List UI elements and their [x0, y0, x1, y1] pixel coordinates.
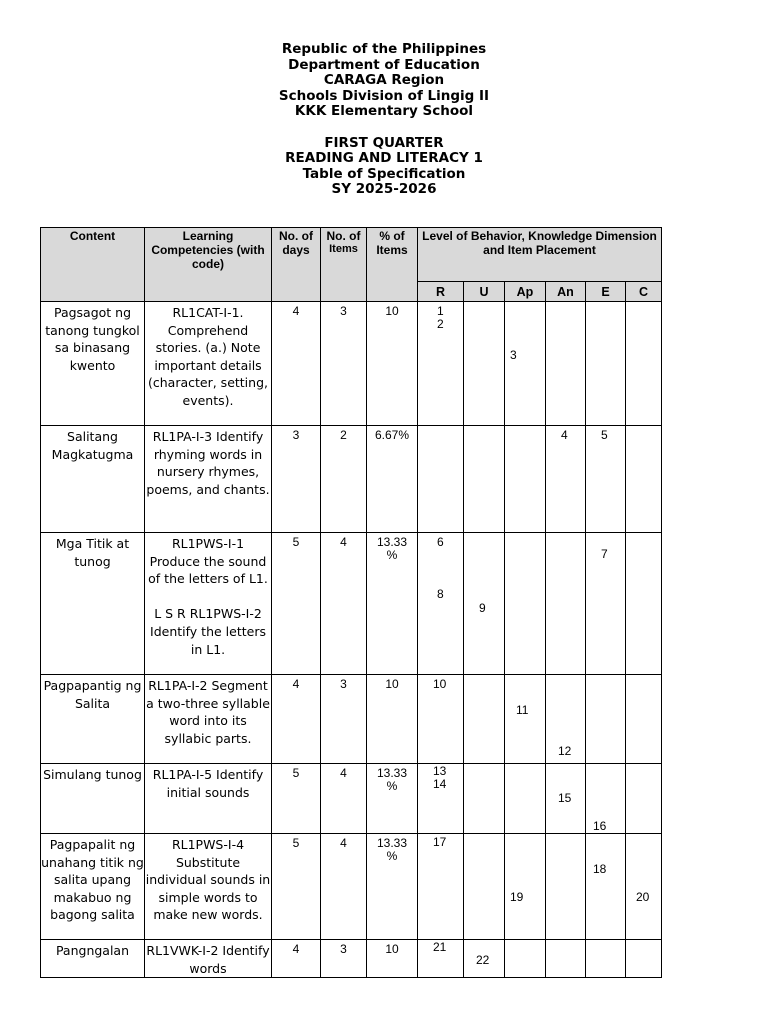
- cell-days: 3: [272, 426, 321, 533]
- cell-level-e: [586, 834, 626, 940]
- cell-level-ap: [505, 834, 546, 940]
- level-header-an: An: [546, 282, 586, 302]
- item-number: 18: [593, 862, 607, 876]
- item-number: 9: [479, 601, 486, 615]
- cell-level-c: [626, 426, 662, 533]
- item-number: 5: [601, 428, 608, 442]
- header-subject: READING AND LITERACY 1: [285, 150, 483, 167]
- header-spacer: [0, 120, 768, 136]
- cell-level-ap: [505, 426, 546, 533]
- cell-level-u: [464, 940, 505, 978]
- cell-level-ap: [505, 533, 546, 675]
- cell-level-an: [546, 675, 586, 764]
- col-header-items-no: No. of: [326, 229, 361, 243]
- cell-days: 4: [272, 302, 321, 426]
- cell-percent: 10: [367, 302, 418, 426]
- header-quarter: FIRST QUARTER: [324, 134, 444, 151]
- cell-percent: 13.33 %: [367, 533, 418, 675]
- cell-items: 4: [321, 834, 367, 940]
- cell-level-e: [586, 675, 626, 764]
- cell-level-c: [626, 834, 662, 940]
- item-number: 16: [593, 819, 607, 833]
- cell-level-u: [464, 834, 505, 940]
- cell-competency: RL1PWS-I-1 Produce the sound of the letters of L1. L S R RL1PWS-I-2 Identify the letters in L1.: [145, 533, 272, 675]
- item-number: 7: [601, 547, 608, 561]
- cell-level-an: [546, 834, 586, 940]
- cell-days: 5: [272, 834, 321, 940]
- cell-items: 3: [321, 302, 367, 426]
- cell-level-r: [418, 675, 464, 764]
- cell-items: 3: [321, 675, 367, 764]
- item-number: 6: [437, 535, 444, 549]
- cell-level-r: [418, 940, 464, 978]
- cell-level-u: [464, 764, 505, 834]
- col-header-items: [321, 228, 367, 302]
- cell-level-an: [546, 533, 586, 675]
- header-doc-title: Table of Specification: [302, 165, 466, 182]
- cell-content: Pagsagot ng tanong tungkol sa binasang kwento: [41, 302, 145, 426]
- table-row: [41, 940, 662, 978]
- cell-level-ap: [505, 302, 546, 426]
- header-republic: Republic of the Philippines: [281, 41, 487, 57]
- item-number: 11: [516, 703, 529, 717]
- item-number: 4: [561, 428, 568, 442]
- cell-level-u: [464, 533, 505, 675]
- item-number: 8: [437, 587, 444, 601]
- cell-days: 4: [272, 940, 321, 978]
- cell-level-r: [418, 533, 464, 675]
- item-number: 12: [558, 744, 572, 758]
- table-row: [41, 426, 662, 533]
- item-number: 1 2: [437, 304, 444, 331]
- cell-level-u: [464, 302, 505, 426]
- level-header-ap: Ap: [505, 282, 546, 302]
- cell-items: 3: [321, 940, 367, 978]
- item-number: 15: [558, 791, 572, 805]
- cell-items: 4: [321, 764, 367, 834]
- cell-level-an: [546, 302, 586, 426]
- table-row: [41, 302, 662, 426]
- item-number: 22: [476, 953, 490, 967]
- item-number: 3: [510, 348, 517, 362]
- col-header-percent: % of Items: [367, 228, 418, 302]
- cell-percent: 10: [367, 940, 418, 978]
- cell-competency: RL1PA-I-3 Identify rhyming words in nursery rhymes, poems, and chants.: [145, 426, 272, 533]
- cell-percent: 13.33 %: [367, 764, 418, 834]
- cell-level-e: [586, 426, 626, 533]
- cell-level-r: [418, 426, 464, 533]
- cell-content: Mga Titik at tunog: [41, 533, 145, 675]
- cell-items: 2: [321, 426, 367, 533]
- cell-competency: RL1VWK-I-2 Identify words: [145, 940, 272, 978]
- cell-percent: 10: [367, 675, 418, 764]
- cell-level-e: [586, 940, 626, 978]
- cell-content: Simulang tunog: [41, 764, 145, 834]
- cell-competency: RL1PA-I-2 Segment a two-three syllable word into its syllabic parts.: [145, 675, 272, 764]
- table-row: [41, 764, 662, 834]
- cell-level-c: [626, 302, 662, 426]
- cell-level-u: [464, 426, 505, 533]
- item-number: 10: [433, 677, 447, 691]
- header-division: Schools Division of Lingig II: [278, 87, 490, 104]
- cell-level-e: [586, 533, 626, 675]
- cell-competency: RL1PWS-I-4 Substitute individual sounds in simple words to make new words.: [145, 834, 272, 940]
- cell-level-c: [626, 533, 662, 675]
- table-row: [41, 675, 662, 764]
- cell-level-c: [626, 764, 662, 834]
- cell-content: Pangngalan: [41, 940, 145, 978]
- cell-level-ap: [505, 675, 546, 764]
- item-number: 17: [433, 835, 447, 849]
- col-header-competencies: Learning Competencies (with code): [145, 228, 272, 302]
- document-header: [0, 42, 768, 198]
- cell-percent: 13.33 %: [367, 834, 418, 940]
- cell-competency: RL1PA-I-5 Identify initial sounds: [145, 764, 272, 834]
- cell-level-ap: [505, 940, 546, 978]
- cell-level-e: [586, 764, 626, 834]
- cell-level-c: [626, 675, 662, 764]
- cell-competency: RL1CAT-I-1. Comprehend stories. (a.) Note important details (character, setting, events).: [145, 302, 272, 426]
- table-row: [41, 834, 662, 940]
- cell-days: 4: [272, 675, 321, 764]
- item-number: 20: [636, 890, 650, 904]
- cell-level-ap: [505, 764, 546, 834]
- level-header-c: C: [626, 282, 662, 302]
- cell-items: 4: [321, 533, 367, 675]
- header-row: [41, 228, 662, 282]
- col-header-days: No. of days: [272, 228, 321, 302]
- cell-level-e: [586, 302, 626, 426]
- col-header-content: Content: [41, 228, 145, 302]
- cell-level-c: [626, 940, 662, 978]
- col-header-items-label: Items: [329, 243, 358, 255]
- cell-level-r: [418, 302, 464, 426]
- level-header-r: R: [418, 282, 464, 302]
- cell-level-r: [418, 764, 464, 834]
- cell-level-an: [546, 940, 586, 978]
- header-department: Department of Education: [288, 56, 480, 73]
- header-school: KKK Elementary School: [294, 103, 474, 120]
- item-number: 13 14: [433, 764, 447, 791]
- cell-percent: 6.67%: [367, 426, 418, 533]
- cell-content: Pagpapalit ng unahang titik ng salita upang makabuo ng bagong salita: [41, 834, 145, 940]
- table-of-specification: [40, 227, 662, 978]
- header-region: CARAGA Region: [323, 72, 445, 89]
- cell-content: Pagpapantig ng Salita: [41, 675, 145, 764]
- level-header-e: E: [586, 282, 626, 302]
- cell-days: 5: [272, 533, 321, 675]
- level-header-u: U: [464, 282, 505, 302]
- item-number: 19: [510, 890, 524, 904]
- cell-level-an: [546, 764, 586, 834]
- col-header-level: Level of Behavior, Knowledge Dimension and Item Placement: [418, 228, 662, 282]
- header-school-year: SY 2025-2026: [331, 181, 437, 198]
- item-number: 21: [433, 940, 447, 954]
- cell-level-an: [546, 426, 586, 533]
- cell-level-u: [464, 675, 505, 764]
- cell-content: Salitang Magkatugma: [41, 426, 145, 533]
- cell-days: 5: [272, 764, 321, 834]
- cell-level-r: [418, 834, 464, 940]
- table-row: [41, 533, 662, 675]
